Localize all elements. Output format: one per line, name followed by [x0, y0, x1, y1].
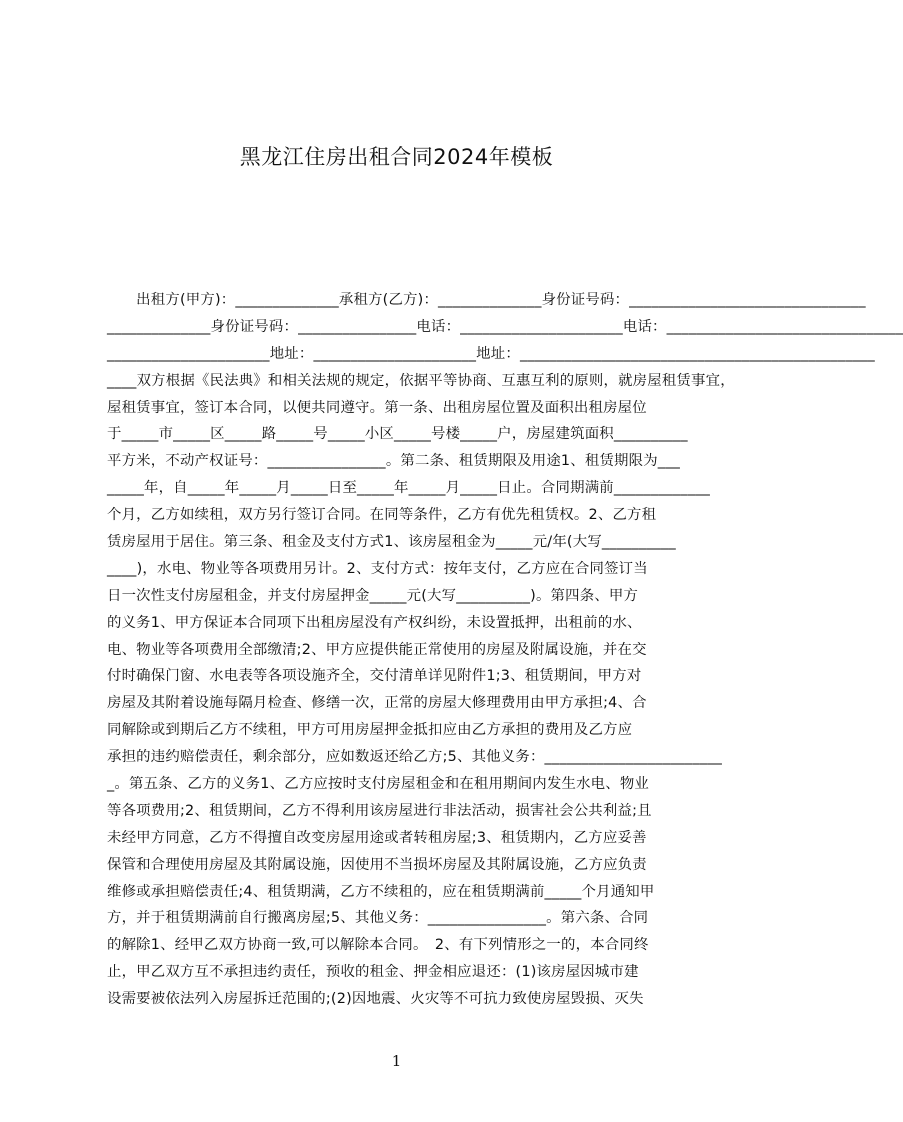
- body-line: ____双方根据《民法典》和相关法规的规定，依据平等协商、互惠互利的原则，就房屋租赁事宜，: [107, 372, 735, 389]
- body-line: 未经甲方同意，乙方不得擅自改变房屋用途或者转租房屋;3、租赁期内，乙方应妥善: [107, 829, 647, 846]
- body-line: _。第五条、乙方的义务1、乙方应按时支付房屋租金和在租用期间内发生水电、物业: [107, 776, 650, 793]
- body-line: 同解除或到期后乙方不续租，甲方可用房屋押金抵扣应由乙方承担的费用及乙方应: [107, 722, 633, 739]
- body-line: 维修或承担赔偿责任;4、租赁期满，乙方不续租的，应在租赁期满前_____个月通知甲: [107, 883, 655, 900]
- document-title: 黑龙江住房出租合同2024年模板: [239, 145, 554, 169]
- body-line: ______________________地址：______________________地址：________________________________________________: [107, 345, 875, 362]
- body-line: 个月，乙方如续租，双方另行签订合同。在同等条件，乙方有优先租赁权。2、乙方租: [107, 507, 657, 524]
- body-line: _____年，自_____年_____月_____日至_____年_____月_____日止。合同期满前_____________: [107, 480, 711, 497]
- body-line: 的解除1、经甲乙双方协商一致,可以解除本合同。 2、有下列情形之一的，本合同终: [107, 937, 649, 954]
- body-line: 保管和合理使用房屋及其附属设施，因使用不当损坏房屋及其附属设施，乙方应负责: [107, 856, 647, 873]
- body-line: 出租方(甲方)：______________承租方(乙方)：______________身份证号码：________________________________: [107, 292, 866, 308]
- body-line: 止，甲乙双方互不承担违约责任，预收的租金、押金相应退还：(1)该房屋因城市建: [107, 964, 639, 981]
- body-line: 方，并于租赁期满前自行搬离房屋;5、其他义务：________________。第六条、合同: [107, 910, 649, 927]
- body-line: ______________身份证号码：________________电话：______________________电话：________________________________: [107, 318, 903, 335]
- page-number: 1: [391, 1052, 402, 1070]
- body-line: 房屋及其附着设施每隔月检查、修缮一次，正常的房屋大修理费用由甲方承担;4、合: [107, 695, 647, 712]
- body-line: ____)，水电、物业等各项费用另计。2、支付方式：按年支付，乙方应在合同签订当: [107, 560, 648, 577]
- body-line: 设需要被依法列入房屋拆迁范围的;(2)因地震、火灾等不可抗力致使房屋毁损、灭失: [107, 991, 644, 1008]
- body-line: 平方米，不动产权证号：________________。第二条、租赁期限及用途1、租赁期限为___: [107, 453, 680, 470]
- body-line: 日一次性支付房屋租金，并支付房屋押金_____元(大写__________)。第四条、甲方: [107, 587, 639, 604]
- body-line: 赁房屋用于居住。第三条、租金及支付方式1、该房屋租金为_____元/年(大写__________: [107, 534, 676, 551]
- body-line: 电、物业等各项费用全部缴清;2、甲方应提供能正常使用的房屋及附属设施，并在交: [107, 641, 647, 658]
- contract-body: [107, 287, 903, 1013]
- body-line: 承担的违约赔偿责任，剩余部分，应如数返还给乙方;5、其他义务：________________________: [107, 749, 723, 766]
- body-line: 的义务1、甲方保证本合同项下出租房屋没有产权纠纷，未设置抵押，出租前的水、: [107, 614, 642, 631]
- body-line: 于_____市_____区_____路_____号_____小区_____号楼_____户，房屋建筑面积__________: [107, 426, 688, 443]
- body-line: 屋租赁事宜，签订本合同，以便共同遵守。第一条、出租房屋位置及面积出租房屋位: [107, 399, 647, 416]
- body-line: 等各项费用;2、租赁期间，乙方不得利用该房屋进行非法活动，损害社会公共利益;且: [107, 802, 652, 819]
- body-line: 付时确保门窗、水电表等各项设施齐全，交付清单详见附件1;3、租赁期间，甲方对: [107, 668, 642, 685]
